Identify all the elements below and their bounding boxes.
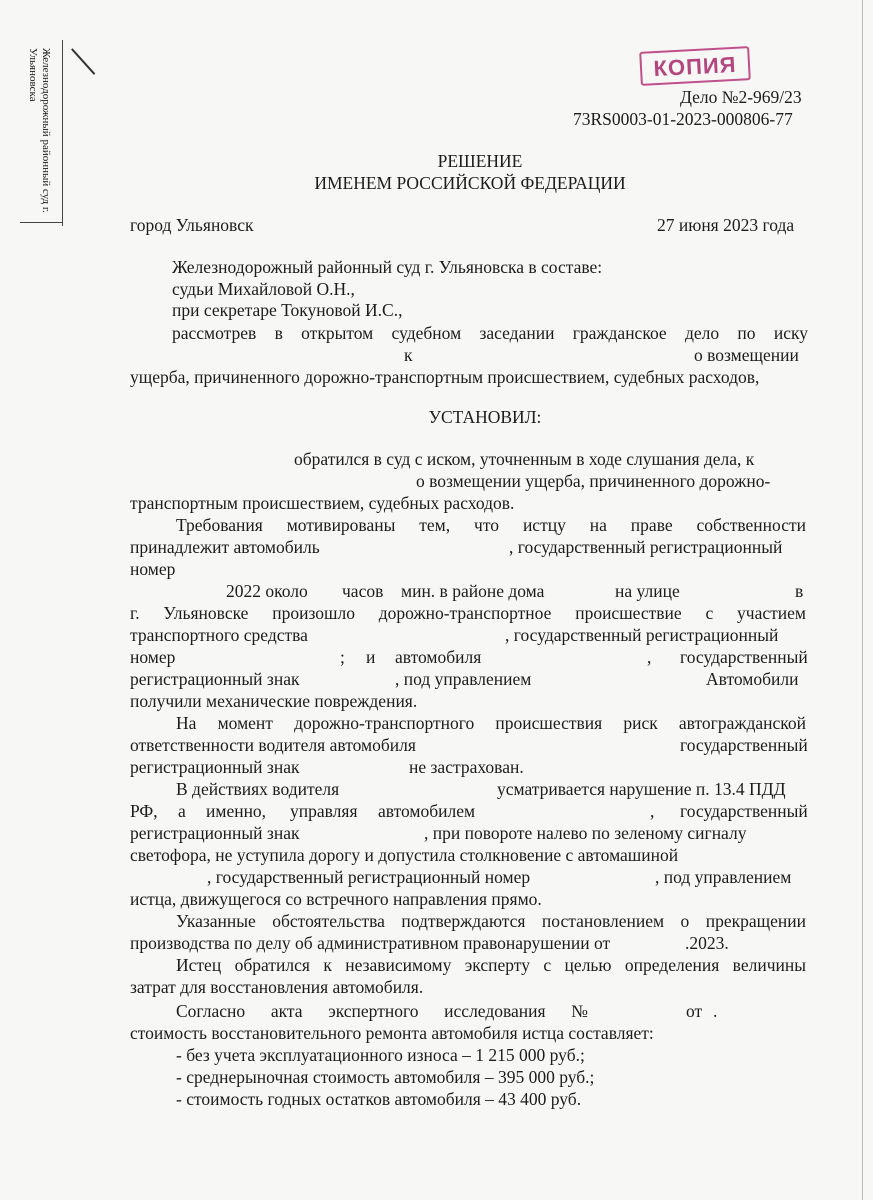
document-title: РЕШЕНИЕ [437,151,523,171]
body-line: РФ, [130,801,158,821]
body-line: усматривается нарушение п. 13.4 ПДД [497,779,786,799]
body-line: автомобилем [378,801,476,821]
body-line: , под управлением [395,669,532,689]
list-item: - стоимость годных остатков автомобиля – 43 400 руб. [176,1089,582,1109]
body-line: Автомобили [706,669,799,689]
intro-line: ущерба, причиненного дорожно-транспортным происшествием, судебных расходов, [130,367,760,387]
body-line: производства по делу об административном правонарушении от [130,933,611,953]
body-line: принадлежит автомобиль [130,537,320,557]
intro-line: к [404,345,413,365]
case-number: Дело №2-969/23 [680,87,802,107]
body-line: Указанные обстоятельства подтверждаются постановлением о прекращении [176,911,806,931]
intro-line: судьи Михайловой О.Н., [172,279,355,299]
body-line: государственный [680,735,808,755]
body-line: обратился в суд с иском, уточненным в ходе слушания дела, к [294,449,755,469]
body-line: государственный [680,801,808,821]
body-line: , государственный регистрационный [505,625,779,645]
body-line: автомобиля [395,647,482,667]
intro-line: при секретаре Токуновой И.С., [172,300,403,320]
body-line: именно, [206,801,267,821]
body-line: не застрахован. [409,757,524,777]
body-line: затрат для восстановления автомобиля. [130,977,424,997]
court-side-stamp-text: Железнодорожный районный суд г. Ульяновска [27,48,52,213]
body-line: регистрационный знак [130,669,300,689]
body-line: получили механические повреждения. [130,691,418,711]
body-line: , под управлением [655,867,792,887]
body-line: регистрационный знак [130,823,300,843]
body-line: . [713,1001,718,1021]
body-line: Истец обратился к независимому эксперту с целью определения величины [176,955,806,975]
body-line: и [366,647,376,667]
city: город Ульяновск [130,215,254,235]
body-line: , государственный регистрационный [509,537,783,557]
body-line: от [686,1001,703,1021]
list-item: - без учета эксплуатационного износа – 1 215 000 руб.; [176,1045,585,1065]
section-heading: УСТАНОВИЛ: [428,407,542,427]
body-line: ; [340,647,345,667]
body-line: регистрационный знак [130,757,300,777]
body-line: ответственности водителя автомобиля [130,735,416,755]
body-line: Согласно акта экспертного исследования № [176,1001,588,1021]
side-stamp-underline [20,222,62,223]
body-line: транспортного средства [130,625,308,645]
intro-line: о возмещении [694,345,799,365]
body-line: мин. в районе дома [401,581,545,601]
case-id: 73RS0003-01-2023-000806-77 [573,109,793,129]
body-line: г. Ульяновске произошло дорожно-транспортное происшествие с участием [130,603,806,623]
body-line: истца, движущегося со встречного направления прямо. [130,889,542,909]
body-line: , [650,801,655,821]
document-subtitle: ИМЕНЕМ РОССИЙСКОЙ ФЕДЕРАЦИИ [314,173,626,193]
body-line: транспортным происшествием, судебных расходов. [130,493,515,513]
pen-mark [71,48,95,74]
body-line: стоимость восстановительного ремонта автомобиля истца составляет: [130,1023,654,1043]
copy-stamp: КОПИЯ [639,46,751,86]
body-line: На момент дорожно-транспортного происшествия риск автогражданской [176,713,806,733]
intro-line: рассмотрев в открытом судебном заседании гражданское дело по иску [172,323,808,343]
body-line: , государственный регистрационный номер [207,867,531,887]
body-line: , [647,647,652,667]
body-line: номер [130,559,176,579]
body-line: 2022 около [226,581,308,601]
body-line: часов [342,581,384,601]
body-line: а [178,801,186,821]
list-item: - среднерыночная стоимость автомобиля – 395 000 руб.; [176,1067,595,1087]
intro-line: Железнодорожный районный суд г. Ульяновска в составе: [172,257,603,277]
body-line: номер [130,647,176,667]
body-line: управляя [290,801,358,821]
body-line: на улице [615,581,680,601]
body-line: светофора, не уступила дорогу и допустила столкновение с автомашиной [130,845,679,865]
body-line: .2023. [685,933,729,953]
body-line: в [795,581,804,601]
body-line: о возмещении ущерба, причиненного дорожно- [416,471,771,491]
decision-date: 27 июня 2023 года [657,215,795,235]
body-line: государственный [680,647,808,667]
body-line: В действиях водителя [176,779,340,799]
body-line: Требования мотивированы тем, что истцу на праве собственности [176,515,806,535]
body-line: , при повороте налево по зеленому сигналу [424,823,747,843]
